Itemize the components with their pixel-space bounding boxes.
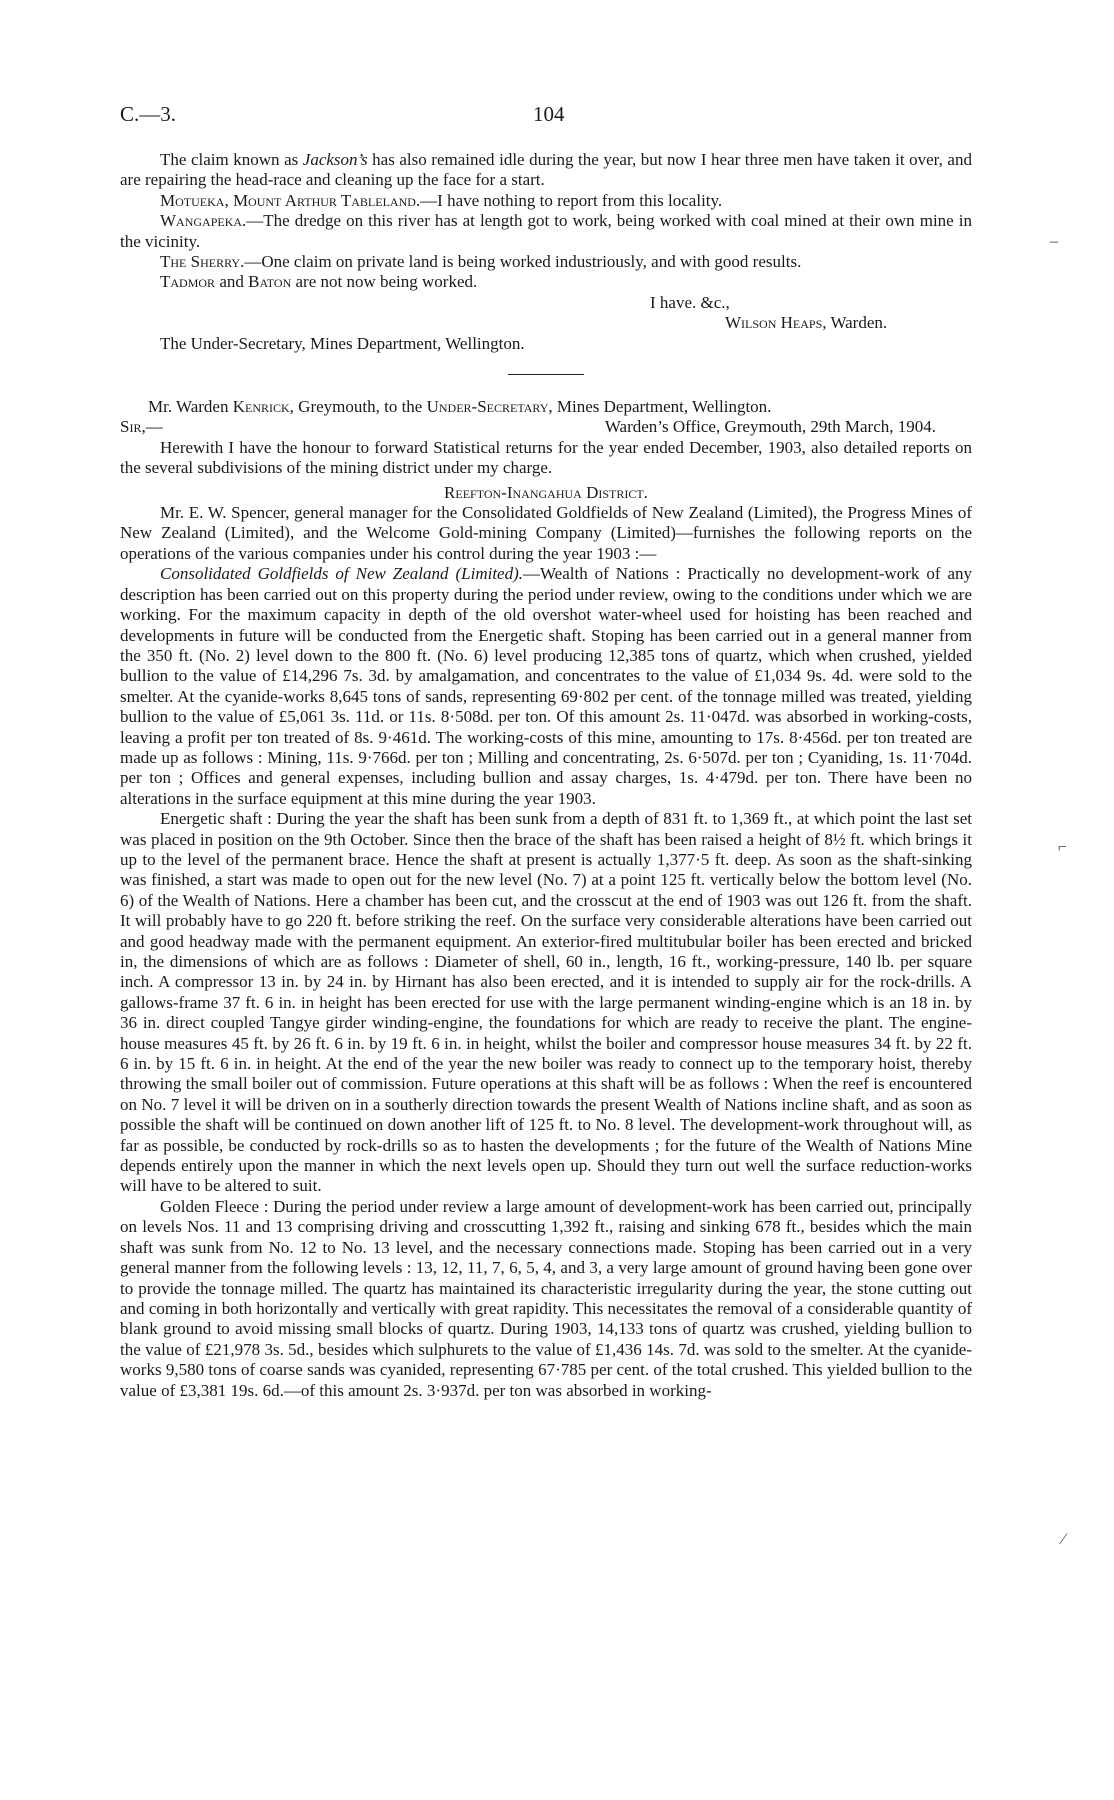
page-number: 104	[533, 102, 565, 126]
text-run: , Greymouth, to the	[289, 397, 427, 417]
margin-mark: ⌐	[1058, 839, 1068, 856]
paragraph-golden-fleece: Golden Fleece : During the period under review a large amount of development-work has been carried out, principally on levels Nos. 11 and 13 comprising driving and crosscutting 1,392 ft., raising and sinking 678 ft., besides which the main shaft was sunk from No. 12 to No. 13 level, and the necessary connections made. Stoping has been carried out in a very general manner from the following levels : 13, 12, 11, 7, 6, 5, 4, and 3, a very large amount of ground having been gone over to provide the tonnage milled. The quartz has maintained its characteristic irregularity during the year, the stone cutting out and coming in both horizontally and vertically with great rapidity. This necessitates the removal of a considerable quantity of blank ground to avoid missing small blocks of quartz. During 1903, 14,133 tons of quartz was crushed, yielding bullion to the value of £21,978 3s. 5d., besides which sulphurets to the value of £1,436 14s. 7d. was sold to the smelter. At the cyanide-works 9,580 tons of coarse sands was cyanided, representing 67·785 per cent. of the total crushed. This yielded bullion to the value of £3,381 19s. 6d.—of this amount 2s. 3·937d. per ton was absorbed in working-	[120, 1196, 972, 1400]
paragraph-wealth-of-nations	[120, 564, 972, 809]
recipient-title: Under-Secretary	[426, 397, 549, 417]
addressee-line: The Under-Secretary, Mines Department, Wellington.	[160, 333, 525, 353]
text-run: —Wealth of Nations : Practically no development-work of any description has been carried out on this property during the period under review, owing to the conditions under which we are working. For the maximum capacity in depth of the old overshot water-wheel used for hoisting has been reached and developments in future will be conducted from the Energetic shaft. Stoping has been carried out in a general manner from the 350 ft. (No. 2) level down to the 800 ft. (No. 6) level producing 12,385 tons of quartz, which when crushed, yielded bullion to the value of £14,296 7s. 3d. by amalgamation, and concentrates to the value of £1,034 9s. 4d. were sold to the smelter. At the cyanide-works 8,645 tons of sands, representing 69·802 per cent. of the tonnage milled was treated, yielding bullion to the value of £5,061 3s. 11d. or 11s. 8·508d. per ton. Of this amount 2s. 11·047d. was absorbed in working-costs, leaving a profit per ton treated of 8s. 9·461d. The working-costs of this mine, amounting to 17s. 8·456d. per ton treated are made up as follows : Mining, 11s. 9·766d. per ton ; Milling and concentrating, 2s. 6·507d. per ton ; Cyaniding, 1s. 11·704d. per ton ; Offices and general expenses, including bullion and assay charges, 1s. 4·479d. per ton. There have been no alterations in the surface equipment at this mine during the year 1903.	[120, 564, 972, 808]
signatory-name: Wilson Heaps	[725, 313, 823, 333]
salutation: Sir,—	[120, 417, 163, 437]
paragraph-sherry	[120, 252, 972, 272]
paragraph-energetic-shaft: Energetic shaft : During the year the shaft has been sunk from a depth of 831 ft. to 1,369 ft., at which point the last set was placed in position on the 9th October. Since then the brace of the shaft has been raised a height of 8½ ft. which brings it up to the level of the permanent brace. Hence the shaft at present is actually 1,377·5 ft. deep. As soon as the shaft-sinking was finished, a start was made to open out for the new level (No. 7) at a point 125 ft. vertically below the bottom level (No. 6) of the Wealth of Nations. Here a chamber has been cut, and the crosscut at the end of 1903 was out 126 ft. from the shaft. It will probably have to go 220 ft. before striking the reef. On the surface very considerable alterations have been carried out and good headway made with the permanent equipment. An exterior-fired multitubular boiler has been erected and bricked in, the dimensions of which are as follows : Diameter of shell, 60 in., length, 16 ft., working-pressure, 140 lb. per square inch. A compressor 13 in. by 24 in. by Hirnant has also been erected, and it is intended to supply air for the rock-drills. A gallows-frame 37 ft. 6 in. in height has been erected for use with the large permanent winding-engine which is an 18 in. by 36 in. direct coupled Tangye girder winding-engine, the foundations for which are ready to receive the plant. The engine-house measures 45 ft. by 26 ft. 6 in. by 19 ft. 6 in. in height, whilst the boiler and compressor house measures 34 ft. by 22 ft. 6 in. by 15 ft. 6 in. in height. At the end of the year the new boiler was ready to connect up to the temporary hoist, thereby throwing the small boiler out of commission. Future operations at this shaft will be as follows : When the reef is encountered on No. 7 level it will be driven on in a southerly direction towards the present Wealth of Nations incline shaft, and as soon as possible the shaft will be continued on down another lift of 125 ft. to No. 8 level. The development-work throughout will, as far as possible, be conducted by rock-drills so as to hasten the developments ; for the future of the Wealth of Nations Mine depends entirely upon the manner in which the next levels open up. Should they turn out well the surface reduction-works will have to be altered to suit.	[120, 809, 972, 1196]
signatory-title: , Warden.	[822, 313, 888, 333]
text-run: The claim known as	[160, 150, 303, 169]
signature-line	[120, 313, 972, 333]
locality-heading: Tadmor	[160, 272, 216, 292]
signoff-line: I have. &c.,	[650, 292, 730, 312]
paragraph-tadmor-baton	[120, 272, 972, 292]
text-run: has also remained idle during the year, but now I hear three men have taken it over, and are repairing the head-race and cleaning up the face for a start.	[120, 150, 972, 190]
paragraph-jacksons-claim	[120, 150, 972, 191]
text-run: —The dredge on this river has at length got to work, being worked with coal mined at their own mine in the vicinity.	[120, 211, 972, 251]
locality-heading: The Sherry.	[160, 252, 245, 272]
locality-heading: Wangapeka.	[160, 211, 247, 231]
text-run: —I have nothing to report from this locality.	[420, 190, 723, 210]
warden-name: Kenrick	[232, 397, 290, 417]
locality-heading: Motueka, Mount Arthur Tableland.	[160, 190, 421, 210]
district-heading: Reefton-Inangahua District.	[444, 482, 648, 502]
margin-mark: ⁄	[1062, 1531, 1065, 1548]
paragraph-wangapeka	[120, 211, 972, 252]
letter-heading	[120, 397, 972, 417]
document-code: C.—3.	[120, 102, 177, 126]
text-run: Mr. Warden	[148, 397, 233, 417]
claim-name: Jackson’s	[302, 150, 368, 169]
text-run: and	[215, 272, 249, 292]
text-run: —One claim on private land is being worked industriously, and with good results.	[244, 252, 802, 272]
salutation-dateline	[120, 417, 972, 437]
page-header	[120, 104, 980, 130]
text-run: , Mines Department, Wellington.	[548, 397, 772, 417]
dateline: Warden’s Office, Greymouth, 29th March, 1904.	[604, 417, 936, 437]
section-divider	[508, 374, 584, 375]
paragraph-intro: Herewith I have the honour to forward Statistical returns for the year ended December, 1903, also detailed reports on the several subdivisions of the mining district under my charge.	[120, 437, 972, 478]
paragraph-spencer: Mr. E. W. Spencer, general manager for the Consolidated Goldfields of New Zealand (Limited), the Progress Mines of New Zealand (Limited), and the Welcome Gold-mining Company (Limited)—furnishes the following reports on the operations of the various companies under his control during the year 1903 :—	[120, 503, 972, 563]
text-run: are not now being worked.	[291, 272, 478, 292]
locality-heading: Baton	[248, 272, 292, 292]
margin-mark: –	[1050, 233, 1058, 250]
paragraph-motueka	[120, 191, 972, 211]
company-name: Consolidated Goldfields of New Zealand (Limited).	[160, 564, 523, 584]
page-body	[120, 150, 972, 1401]
